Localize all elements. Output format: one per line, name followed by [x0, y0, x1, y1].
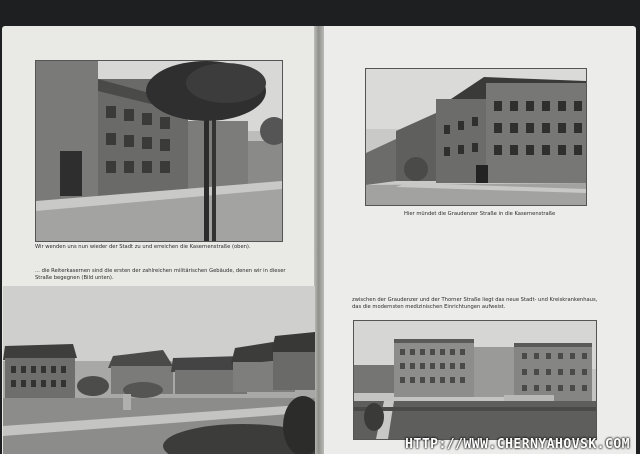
photo-corner-building [365, 68, 587, 206]
caption-left-mid-line2: Straße begegnen (Bild unten). [35, 275, 114, 281]
caption-right-top: Hier mündet die Graudenzer Straße in die Kasernenstraße [404, 211, 556, 217]
photo-barracks-panorama [3, 286, 315, 454]
photo-hospital [353, 320, 597, 440]
watermark-text: HTTP://WWW.CHERNYAHOVSK.COM [405, 437, 630, 452]
photo-street-corner [35, 60, 283, 242]
book-gutter [314, 26, 324, 454]
caption-right-mid-line2: das die modernsten medizinischen Einrichtungen aufweist. [352, 304, 506, 310]
caption-left-mid-line1: ... die Reiterkasernen sind die ersten der zahlreichen militärischen Gebäude, denen wir in dieser [35, 268, 286, 274]
caption-left-top: Wir wenden uns nun wieder der Stadt zu und erreichen die Kasernenstraße (oben). [35, 244, 251, 250]
caption-right-mid-line1: zwischen der Graudenzer und der Thorner Straße liegt das neue Stadt- und Kreiskrankenhaus, [352, 297, 598, 303]
